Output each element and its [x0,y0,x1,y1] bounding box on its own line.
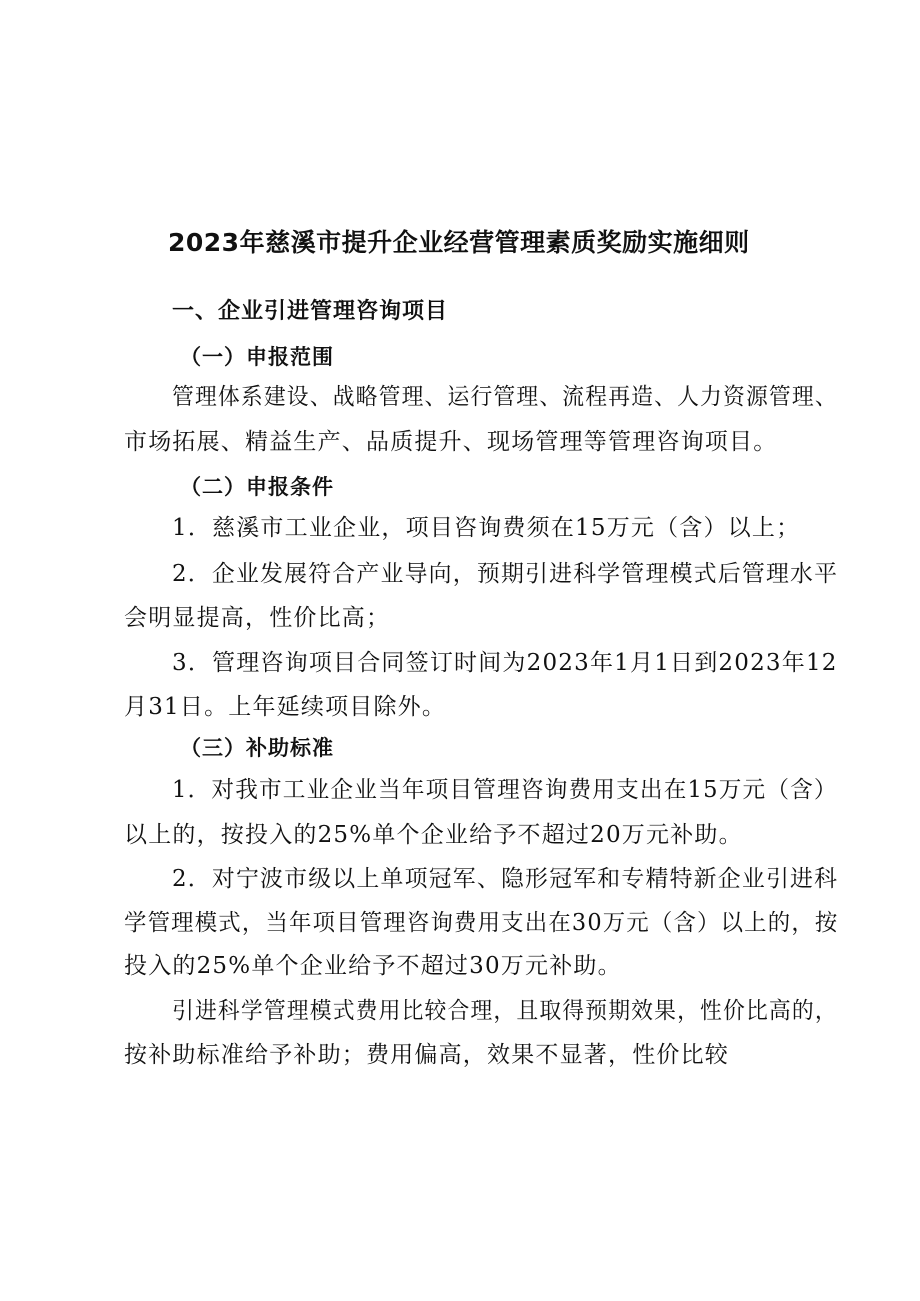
scope-line-2: 市场拓展、精益生产、品质提升、现场管理等管理咨询项目。 [124,429,778,455]
subsidy-line-7: 按补助标准给予补助；费用偏高，效果不显著，性价比较 [124,1042,729,1068]
scope-line-1: 管理体系建设、战略管理、运行管理、流程再造、人力资源管理、 [172,384,838,410]
conditions-line-2: 2．企业发展符合产业导向，预期引进科学管理模式后管理水平 [172,561,839,587]
subsection-heading-conditions: （二）申报条件 [180,475,334,499]
conditions-line-5: 月31日。上年延续项目除外。 [124,694,447,720]
conditions-line-3: 会明显提高，性价比高； [124,605,391,631]
subsidy-line-5: 投入的25%单个企业给予不超过30万元补助。 [124,953,622,979]
subsection-heading-scope: （一）申报范围 [180,345,334,369]
conditions-line-1: 1．慈溪市工业企业，项目咨询费须在15万元（含）以上； [172,515,801,541]
conditions-line-4: 3．管理咨询项目合同签订时间为2023年1月1日到2023年12 [172,650,838,676]
subsection-heading-subsidy: （三）补助标准 [180,736,334,760]
subsidy-line-1: 1．对我市工业企业当年项目管理咨询费用支出在15万元（含） [172,777,838,803]
subsidy-line-3: 2．对宁波市级以上单项冠军、隐形冠军和专精特新企业引进科 [172,866,839,892]
subsidy-line-2: 以上的，按投入的25%单个企业给予不超过20万元补助。 [124,822,743,848]
document-title: 2023年慈溪市提升企业经营管理素质奖励实施细则 [168,228,750,257]
section-heading: 一、企业引进管理咨询项目 [172,299,449,324]
subsidy-line-4: 学管理模式，当年项目管理咨询费用支出在30万元（含）以上的，按 [124,910,839,936]
subsidy-line-6: 引进科学管理模式费用比较合理，且取得预期效果，性价比高的， [172,998,838,1024]
